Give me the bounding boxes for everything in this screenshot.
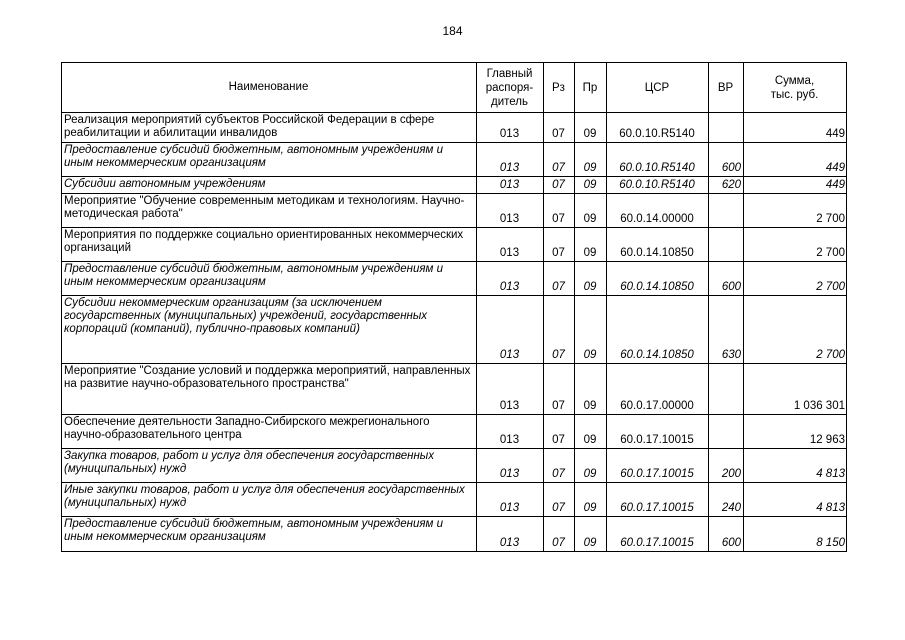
cell-csr: 60.0.10.R5140 — [607, 177, 709, 194]
cell-name: Предоставление субсидий бюджетным, автономным учреждениям и иным некоммерческим организациям — [62, 262, 477, 296]
cell-rz: 07 — [544, 143, 575, 177]
cell-chief-admin: 013 — [477, 364, 544, 415]
cell-name: Иные закупки товаров, работ и услуг для обеспечения государственных (муниципальных) нужд — [62, 483, 477, 517]
budget-table — [61, 62, 847, 552]
cell-pr: 09 — [575, 194, 607, 228]
cell-rz: 07 — [544, 415, 575, 449]
header-csr: ЦСР — [607, 63, 709, 113]
table-row — [62, 483, 847, 517]
header-row — [62, 63, 847, 113]
cell-chief-admin: 013 — [477, 228, 544, 262]
cell-chief-admin: 013 — [477, 449, 544, 483]
cell-sum: 449 — [744, 143, 847, 177]
cell-pr: 09 — [575, 262, 607, 296]
cell-rz: 07 — [544, 483, 575, 517]
cell-vr: 600 — [709, 262, 744, 296]
cell-vr: 620 — [709, 177, 744, 194]
cell-chief-admin: 013 — [477, 113, 544, 143]
table-row — [62, 449, 847, 483]
header-rz: Рз — [544, 63, 575, 113]
cell-pr: 09 — [575, 364, 607, 415]
header-name: Наименование — [62, 63, 477, 113]
table-row — [62, 143, 847, 177]
cell-vr — [709, 415, 744, 449]
header-pr: Пр — [575, 63, 607, 113]
table-row — [62, 262, 847, 296]
cell-pr: 09 — [575, 449, 607, 483]
cell-chief-admin: 013 — [477, 177, 544, 194]
header-sum-label: Сумма, тыс. руб. — [770, 75, 819, 101]
cell-rz: 07 — [544, 262, 575, 296]
cell-name: Обеспечение деятельности Западно-Сибирского межрегионального научно-образовательного центра — [62, 415, 477, 449]
table-row — [62, 364, 847, 415]
cell-vr — [709, 194, 744, 228]
table-row — [62, 415, 847, 449]
table-row — [62, 194, 847, 228]
cell-csr: 60.0.17.10015 — [607, 415, 709, 449]
cell-rz: 07 — [544, 449, 575, 483]
cell-chief-admin: 013 — [477, 483, 544, 517]
cell-pr: 09 — [575, 296, 607, 364]
cell-csr: 60.0.17.10015 — [607, 483, 709, 517]
header-sum — [744, 63, 847, 113]
cell-name: Реализация мероприятий субъектов Российской Федерации в сфере реабилитации и абилитации инвалидов — [62, 113, 477, 143]
cell-csr: 60.0.10.R5140 — [607, 113, 709, 143]
cell-pr: 09 — [575, 113, 607, 143]
cell-vr: 240 — [709, 483, 744, 517]
table-row — [62, 517, 847, 552]
cell-rz: 07 — [544, 113, 575, 143]
cell-vr: 600 — [709, 143, 744, 177]
cell-name: Субсидии некоммерческим организациям (за исключением государственных (муниципальных) учреждений, государственных корпораций (компаний), публично-правовых компаний) — [62, 296, 477, 364]
header-vr: ВР — [709, 63, 744, 113]
cell-sum: 4 813 — [744, 483, 847, 517]
cell-pr: 09 — [575, 228, 607, 262]
table-header — [62, 63, 847, 113]
cell-sum: 2 700 — [744, 228, 847, 262]
cell-vr: 200 — [709, 449, 744, 483]
cell-rz: 07 — [544, 194, 575, 228]
cell-rz: 07 — [544, 177, 575, 194]
cell-vr — [709, 113, 744, 143]
page-number: 184 — [442, 24, 463, 38]
cell-sum: 2 700 — [744, 296, 847, 364]
cell-name: Мероприятие "Обучение современным методикам и технологиям. Научно-методическая работа" — [62, 194, 477, 228]
table-row — [62, 296, 847, 364]
cell-rz: 07 — [544, 517, 575, 552]
cell-csr: 60.0.17.10015 — [607, 449, 709, 483]
cell-sum: 2 700 — [744, 262, 847, 296]
cell-name: Предоставление субсидий бюджетным, автономным учреждениям и иным некоммерческим организациям — [62, 517, 477, 552]
cell-chief-admin: 013 — [477, 415, 544, 449]
table-row — [62, 177, 847, 194]
table-body — [62, 113, 847, 552]
cell-csr: 60.0.17.10015 — [607, 517, 709, 552]
cell-chief-admin: 013 — [477, 517, 544, 552]
cell-pr: 09 — [575, 415, 607, 449]
header-chief-admin-label: Главный распоря- дитель — [485, 68, 534, 108]
cell-rz: 07 — [544, 296, 575, 364]
cell-sum: 1 036 301 — [744, 364, 847, 415]
cell-rz: 07 — [544, 228, 575, 262]
cell-name: Мероприятие "Создание условий и поддержка мероприятий, направленных на развитие научно-образовательного пространства" — [62, 364, 477, 415]
cell-pr: 09 — [575, 143, 607, 177]
cell-chief-admin: 013 — [477, 296, 544, 364]
cell-name: Мероприятия по поддержке социально ориентированных некоммерческих организаций — [62, 228, 477, 262]
header-chief-admin — [477, 63, 544, 113]
cell-vr: 630 — [709, 296, 744, 364]
cell-pr: 09 — [575, 517, 607, 552]
cell-vr — [709, 228, 744, 262]
cell-chief-admin: 013 — [477, 143, 544, 177]
cell-name: Закупка товаров, работ и услуг для обеспечения государственных (муниципальных) нужд — [62, 449, 477, 483]
cell-pr: 09 — [575, 483, 607, 517]
cell-sum: 4 813 — [744, 449, 847, 483]
cell-name: Субсидии автономным учреждениям — [62, 177, 477, 194]
cell-chief-admin: 013 — [477, 262, 544, 296]
cell-csr: 60.0.14.00000 — [607, 194, 709, 228]
cell-sum: 8 150 — [744, 517, 847, 552]
cell-vr — [709, 364, 744, 415]
cell-sum: 12 963 — [744, 415, 847, 449]
cell-csr: 60.0.14.10850 — [607, 228, 709, 262]
cell-csr: 60.0.10.R5140 — [607, 143, 709, 177]
cell-csr: 60.0.14.10850 — [607, 262, 709, 296]
cell-pr: 09 — [575, 177, 607, 194]
cell-chief-admin: 013 — [477, 194, 544, 228]
cell-sum: 2 700 — [744, 194, 847, 228]
cell-rz: 07 — [544, 364, 575, 415]
cell-sum: 449 — [744, 177, 847, 194]
cell-sum: 449 — [744, 113, 847, 143]
cell-csr: 60.0.14.10850 — [607, 296, 709, 364]
cell-name: Предоставление субсидий бюджетным, автономным учреждениям и иным некоммерческим организациям — [62, 143, 477, 177]
table-row — [62, 228, 847, 262]
table-row — [62, 113, 847, 143]
cell-vr: 600 — [709, 517, 744, 552]
cell-csr: 60.0.17.00000 — [607, 364, 709, 415]
